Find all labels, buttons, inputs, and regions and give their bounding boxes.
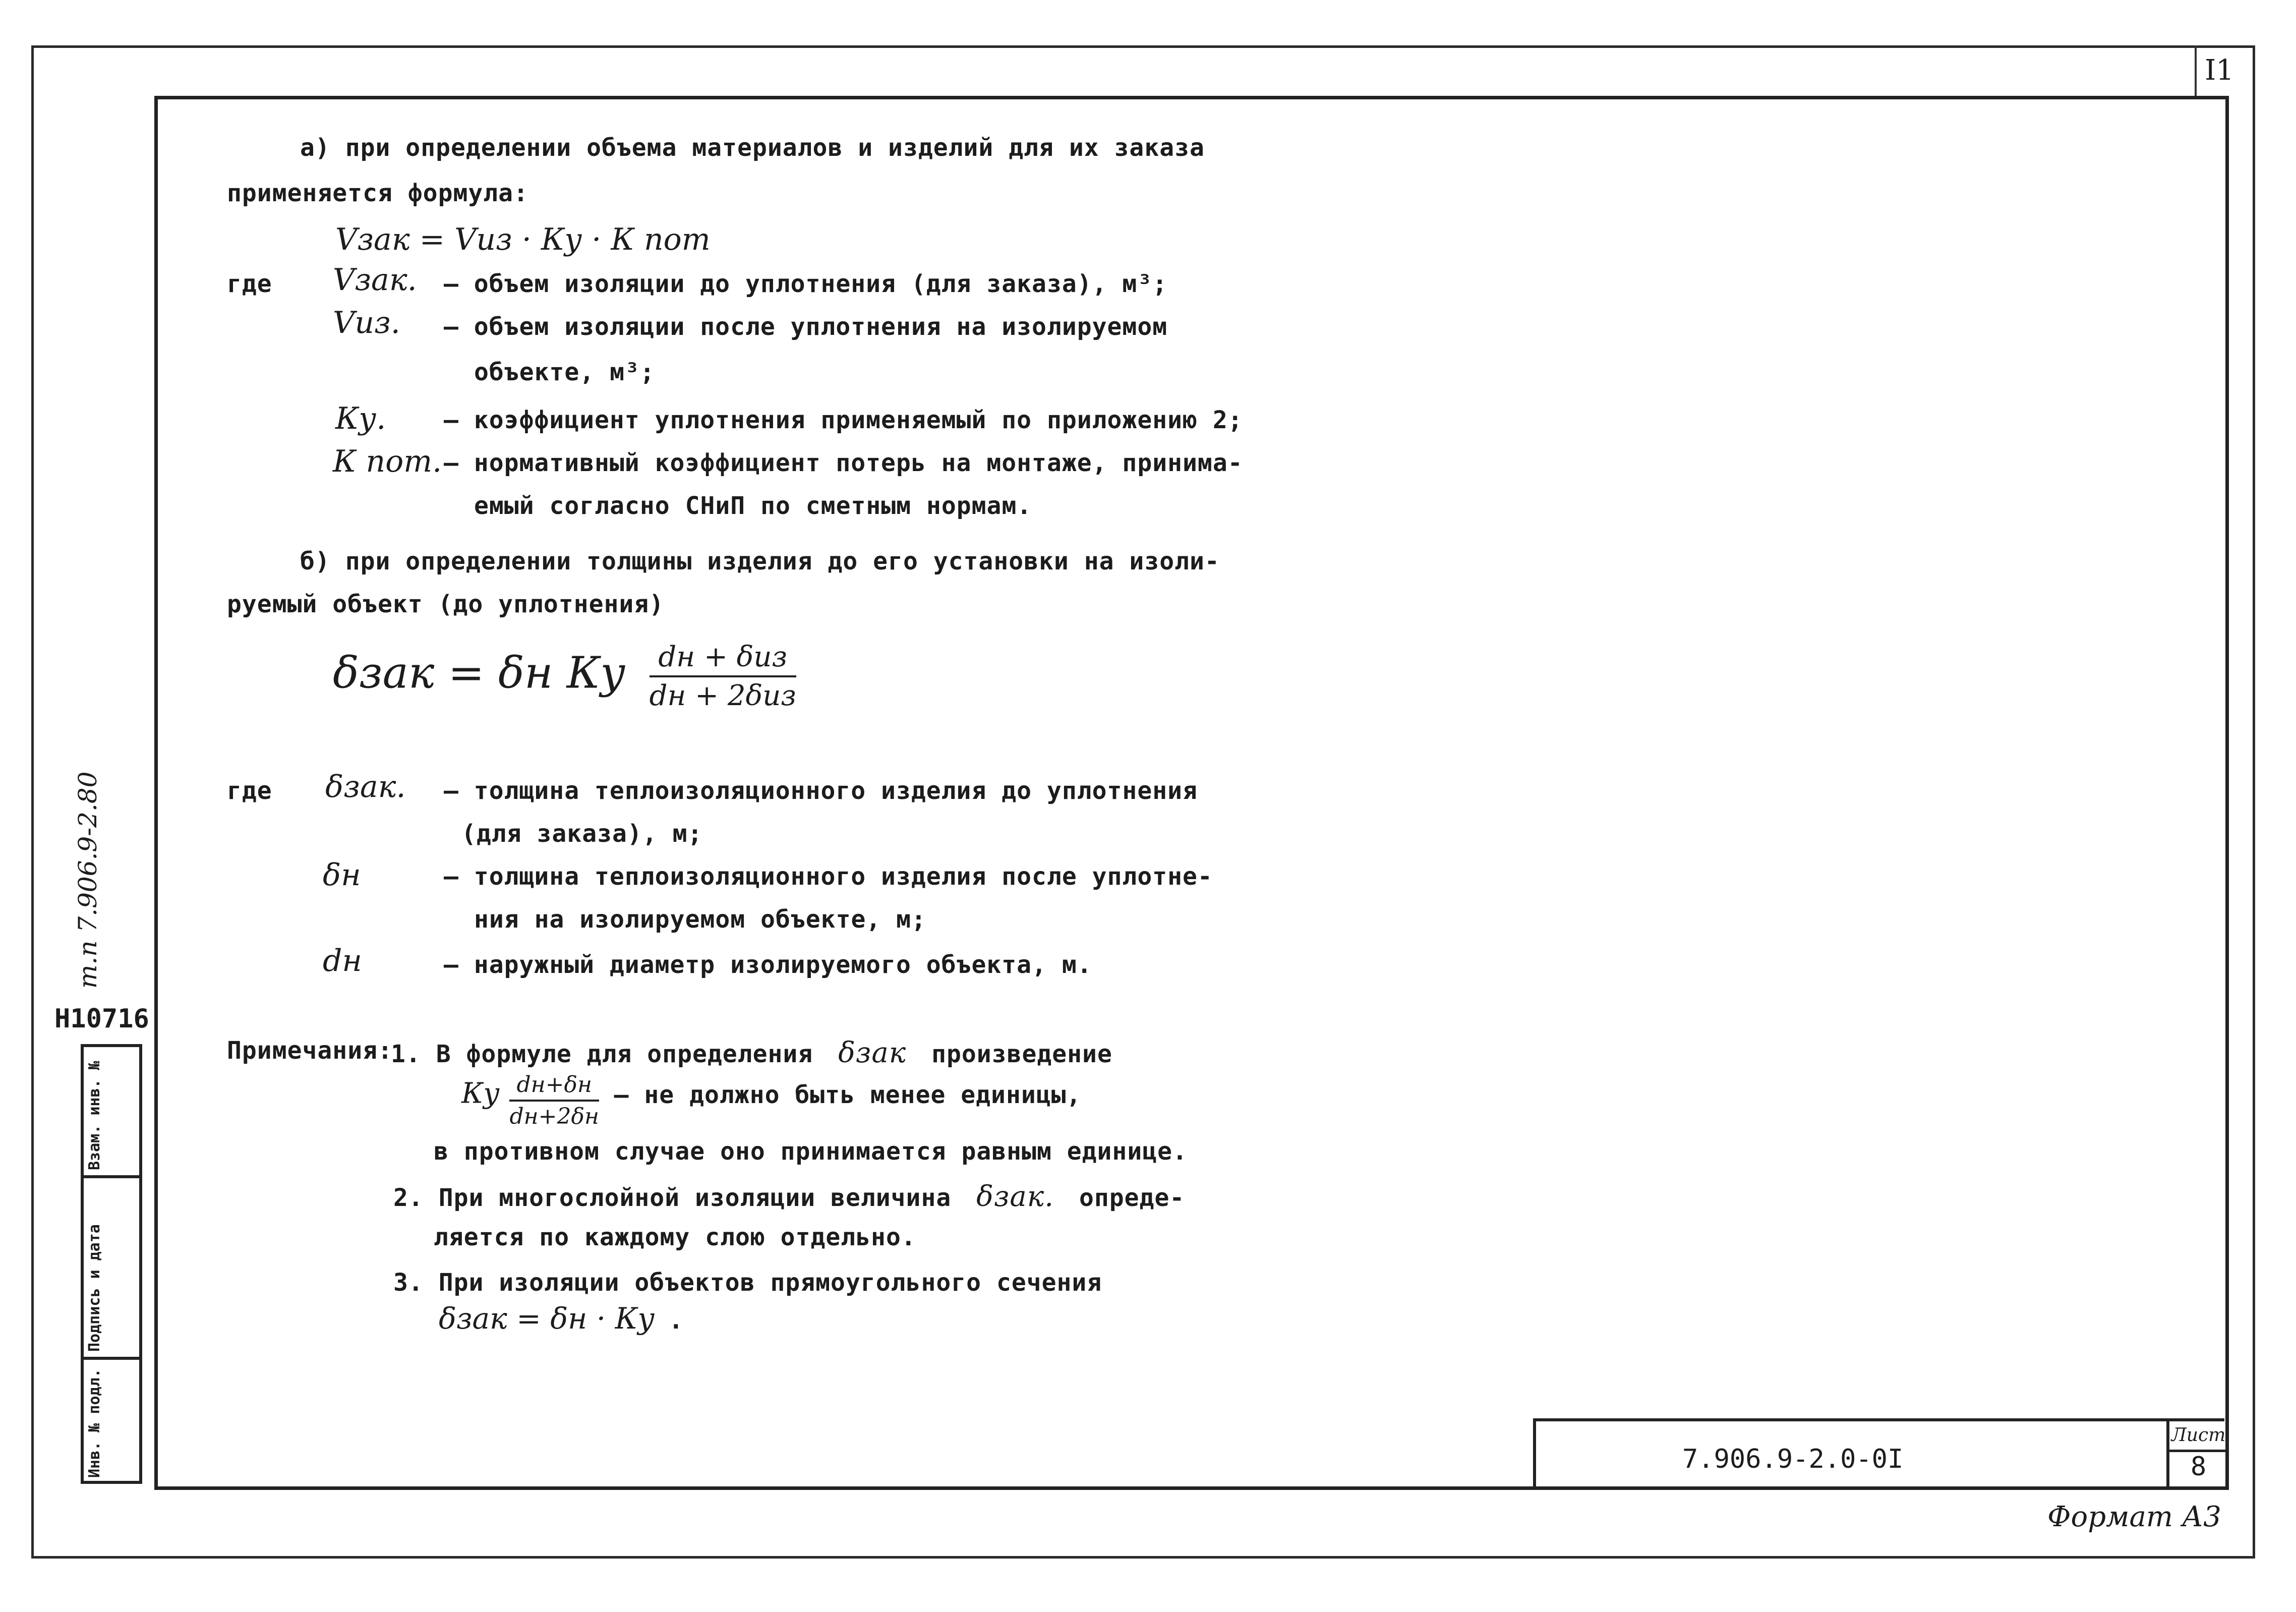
notes-label: Примечания:	[227, 1037, 393, 1065]
note-1-line1: 1. В формуле для определения δзак произведение	[391, 1037, 1112, 1069]
note-3-line1: 3. При изоляции объектов прямоугольного сечения	[393, 1269, 1102, 1297]
item-a-line2: применяется формула:	[227, 179, 528, 207]
def-text: – толщина теплоизоляционного изделия после уплотне-	[444, 862, 1213, 891]
note-1-line2: Ку $\frac{dн+\delta н}{dн+2\delta н}$ – не должно быть менее единицы,	[461, 1072, 1082, 1129]
def-text: – нормативный коэффициент потерь на монтаже, принима-	[444, 449, 1243, 477]
def-text: – наружный диаметр изолируемого объекта, м.	[444, 951, 1092, 979]
formula-volume: Vзак = Vиз · Ку · К пот	[335, 222, 711, 257]
def-symbol: Vзак.	[333, 262, 417, 298]
def-symbol: δн	[323, 857, 361, 893]
margin-inv-code: Н10716	[54, 1004, 149, 1034]
item-b-line1: б) при определении толщины изделия до его установки на изоли-	[300, 547, 1220, 575]
item-a-line1: а) при определении объема материалов и изделий для их заказа	[300, 134, 1205, 162]
def-text: емый согласно СНиП по сметным нормам.	[474, 492, 1032, 520]
def-text: ния на изолируемом объекте, м;	[474, 905, 926, 934]
where-label-b: где	[227, 777, 272, 805]
def-symbol: δзак.	[325, 769, 406, 804]
sheet-cell	[2166, 1421, 2227, 1488]
sheet-label: Лист	[2169, 1421, 2227, 1452]
sheet-number: 8	[2190, 1452, 2207, 1482]
item-b-line2: руемый объект (до уплотнения)	[227, 590, 665, 618]
title-block	[1533, 1418, 2224, 1488]
note-fraction: $\frac{dн+\delta н}{dн+2\delta н}$	[509, 1072, 599, 1129]
stamp-divider	[81, 1357, 141, 1360]
def-text: – толщина теплоизоляционного изделия до уплотнения	[444, 777, 1198, 805]
corner-number: I1	[2195, 45, 2242, 96]
def-text: объекте, м³;	[474, 358, 655, 386]
stamp-divider	[81, 1175, 141, 1178]
def-symbol: К пот.	[333, 444, 442, 479]
def-text: (для заказа), м;	[461, 820, 703, 848]
formula-fraction: $\frac{\text{dн + δиз}}{\text{dн + 2δиз}}$	[649, 641, 796, 712]
def-text: – объем изоляции до уплотнения (для заказа), м³;	[444, 270, 1168, 298]
def-symbol: Vиз.	[333, 305, 400, 340]
doc-code: 7.906.9-2.0-0I	[1682, 1444, 1904, 1474]
stamp-label: Инв. № подл.	[86, 1368, 103, 1478]
def-text: – объем изоляции после уплотнения на изолируемом	[444, 313, 1168, 341]
margin-doc-ref: т.п 7.906.9-2.80	[73, 771, 102, 989]
def-symbol: Ку.	[335, 401, 386, 436]
formula-thickness: δзак = δн Ку $\frac{\text{dн + δиз}}{\text{dн + 2δиз}}$	[333, 641, 796, 712]
where-label-a: где	[227, 270, 272, 298]
def-symbol: dн	[323, 943, 362, 978]
format-label: Формат А3	[2047, 1501, 2221, 1533]
stamp-label: Взам. инв. №	[86, 1061, 103, 1170]
note-2-line2: ляется по каждому слою отдельно.	[434, 1223, 916, 1251]
note-3-formula: δзак = δн · Ку .	[439, 1301, 684, 1336]
note-2-line1: 2. При многослойной изоляции величина δзак. опреде-	[393, 1180, 1185, 1213]
note-1-line3: в противном случае оно принимается равным единице.	[434, 1137, 1188, 1166]
stamp-label: Подпись и дата	[86, 1224, 103, 1352]
def-text: – коэффициент уплотнения применяемый по приложению 2;	[444, 406, 1243, 434]
